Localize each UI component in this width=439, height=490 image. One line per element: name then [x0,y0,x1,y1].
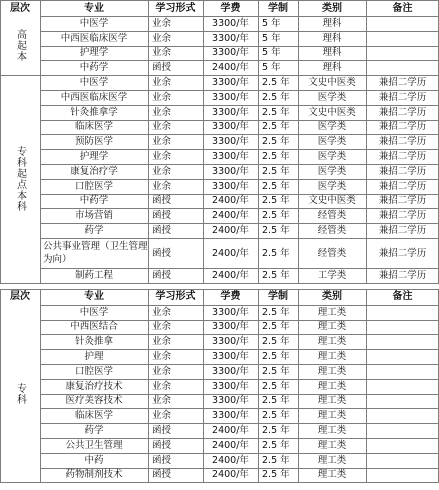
cell-mode: 函授 [152,195,172,207]
grid-line-v [148,305,149,483]
grid-line-v [148,16,149,75]
grid-line-v [298,305,299,483]
grid-line-v [0,16,1,75]
cell-major: 护理学 [79,151,109,163]
cell-note [366,16,439,31]
cell-category: 经管类 [317,247,347,259]
cell-mode: 业余 [152,165,172,177]
cell-duration: 2.5 年 [262,469,290,481]
cell-note: 兼招二学历 [378,195,427,207]
column-header-duration: 学制 [268,2,288,14]
grid-line-v [203,0,204,16]
cell-note [366,305,439,320]
cell-mode: 业余 [152,365,172,377]
cell-major: 中西医结合 [70,321,118,333]
cell-category: 医学类 [317,165,347,177]
cell-fee: 3300/年 [212,77,249,89]
cell-duration: 5 年 [262,17,281,29]
cell-fee: 3300/年 [212,306,249,318]
cell-fee: 3300/年 [212,395,249,407]
column-header-level: 层次 [10,291,30,303]
cell-category: 理工类 [317,410,347,422]
cell-major: 护理 [84,351,104,363]
cell-note: 兼招二学历 [378,210,427,222]
cell-fee: 2400/年 [212,210,249,222]
cell-duration: 2.5 年 [262,247,290,259]
cell-mode: 函授 [152,439,172,451]
cell-duration: 2.5 年 [262,439,290,451]
grid-line-v [0,0,1,16]
cell-category: 理工类 [317,365,347,377]
cell-fee: 3300/年 [212,380,249,392]
cell-fee: 2400/年 [212,425,249,437]
cell-category: 理科 [322,47,342,59]
cell-major: 市场营销 [74,210,113,222]
cell-category: 理工类 [317,425,347,437]
cell-category: 理工类 [317,336,347,348]
cell-mode: 业余 [152,121,172,133]
column-header-major: 专业 [84,2,104,14]
grid-line-v [40,0,41,16]
cell-mode: 业余 [152,151,172,163]
cell-note [366,349,439,364]
column-header-fee: 学费 [220,2,241,14]
cell-mode: 业余 [152,351,172,363]
cell-category: 理科 [322,17,342,29]
cell-duration: 5 年 [262,47,281,59]
column-header-level: 层次 [10,2,30,14]
cell-major: 口腔医学 [74,180,113,192]
cell-duration: 2.5 年 [262,210,290,222]
cell-mode: 业余 [152,77,172,89]
cell-duration: 2.5 年 [262,425,290,437]
cell-major: 预防医学 [74,136,113,148]
cell-mode: 业余 [152,380,172,392]
grid-line-v [0,305,1,483]
cell-fee: 2400/年 [212,439,249,451]
grid-line-v [366,305,367,483]
grid-line-v [366,0,367,16]
cell-fee: 2400/年 [212,195,249,207]
cell-fee: 2400/年 [212,247,249,259]
grid-line-v [203,289,204,305]
cell-fee: 3300/年 [212,47,249,59]
cell-mode: 业余 [152,321,172,333]
grid-line-v [148,75,149,283]
cell-duration: 2.5 年 [262,106,290,118]
cell-category: 理工类 [317,306,347,318]
column-header-note: 备注 [392,291,413,303]
cell-category: 医学类 [317,136,347,148]
cell-category: 理工类 [317,454,347,466]
cell-fee: 2400/年 [212,62,249,74]
grid-line-v [366,289,367,305]
cell-duration: 2.5 年 [262,136,290,148]
cell-mode: 业余 [152,136,172,148]
cell-duration: 2.5 年 [262,91,290,103]
cell-mode: 业余 [152,106,172,118]
cell-mode: 函授 [152,454,172,466]
cell-mode: 业余 [152,410,172,422]
cell-note [366,453,439,468]
grid-line-v [366,75,367,283]
cell-note: 兼招二学历 [378,180,427,192]
cell-category: 理科 [322,62,342,74]
level-cell: 专科 [14,382,26,405]
cell-duration: 2.5 年 [262,77,290,89]
column-header-duration: 学制 [268,291,288,303]
cell-note: 兼招二学历 [378,136,427,148]
cell-major: 中药学 [79,62,109,74]
level-cell: 专科起点本科 [14,145,26,212]
grid-line-v [40,16,41,75]
cell-mode: 业余 [152,47,172,59]
cell-category: 理工类 [317,321,347,333]
cell-major: 中医学 [79,77,109,89]
cell-fee: 3300/年 [212,336,249,348]
cell-major: 口腔医学 [74,365,113,377]
cell-duration: 5 年 [262,32,281,44]
cell-category: 医学类 [317,121,347,133]
cell-major: 药物制剂技术 [65,469,123,481]
grid-line-v [40,75,41,283]
cell-note: 兼招二学历 [378,121,427,133]
grid-line-v [203,75,204,283]
cell-major: 护理学 [79,47,109,59]
cell-major: 中医学 [79,306,109,318]
cell-note: 兼招二学历 [378,151,427,163]
cell-duration: 2.5 年 [262,165,290,177]
grid-line-v [258,0,259,16]
cell-mode: 函授 [152,247,172,259]
cell-duration: 2.5 年 [262,410,290,422]
cell-fee: 3300/年 [212,365,249,377]
cell-note [366,423,439,438]
cell-note: 兼招二学历 [378,106,427,118]
cell-duration: 2.5 年 [262,454,290,466]
cell-major: 针灸推拿学 [70,106,118,118]
cell-fee: 3300/年 [212,17,249,29]
cell-category: 文史中医类 [308,106,356,118]
cell-duration: 2.5 年 [262,225,290,237]
grid-line-v [0,75,1,283]
cell-fee: 2400/年 [212,469,249,481]
cell-major: 中西医临床医学 [60,32,128,44]
grid-line-v [298,0,299,16]
cell-fee: 3300/年 [212,136,249,148]
cell-major: 临床医学 [74,121,113,133]
cell-fee: 3300/年 [212,32,249,44]
cell-note [366,320,439,335]
column-header-note: 备注 [392,2,413,14]
column-header-fee: 学费 [220,291,241,303]
grid-line-v [258,305,259,483]
cell-mode: 业余 [152,395,172,407]
grid-line-v [298,16,299,75]
column-header-category: 类别 [322,291,342,303]
cell-major: 康复治疗学 [70,165,118,177]
cell-duration: 5 年 [262,62,281,74]
cell-mode: 函授 [152,469,172,481]
grid-line-v [148,0,149,16]
cell-mode: 业余 [152,32,172,44]
cell-duration: 2.5 年 [262,121,290,133]
cell-category: 理工类 [317,380,347,392]
cell-note: 兼招二学历 [378,269,427,281]
column-header-mode: 学习形式 [155,291,196,303]
cell-duration: 2.5 年 [262,180,290,192]
cell-duration: 2.5 年 [262,365,290,377]
cell-fee: 3300/年 [212,121,249,133]
cell-mode: 函授 [152,225,172,237]
cell-category: 医学类 [317,91,347,103]
cell-category: 经管类 [317,210,347,222]
cell-major: 针灸推拿 [74,336,113,348]
cell-fee: 2400/年 [212,454,249,466]
cell-fee: 3300/年 [212,91,249,103]
grid-line-h [0,283,439,284]
grid-line-v [0,289,1,305]
grid-line-h [0,482,439,483]
cell-major: 中西医临床医学 [60,91,128,103]
cell-major: 中药 [84,454,104,466]
cell-category: 文史中医类 [308,77,356,89]
cell-note: 兼招二学历 [378,77,427,89]
cell-note [366,408,439,423]
cell-major: 中药学 [79,195,109,207]
cell-major: 公共卫生管理 [65,439,123,451]
cell-note: 兼招二学历 [378,165,427,177]
cell-duration: 2.5 年 [262,269,290,281]
cell-duration: 2.5 年 [262,380,290,392]
cell-note: 兼招二学历 [378,91,427,103]
cell-category: 文史中医类 [308,195,356,207]
cell-category: 工学类 [317,269,347,281]
grid-line-v [258,16,259,75]
cell-category: 理工类 [317,351,347,363]
cell-mode: 函授 [152,425,172,437]
cell-note [366,31,439,46]
grid-line-v [298,289,299,305]
cell-major: 医疗美容技术 [65,395,123,407]
cell-major: 康复治疗技术 [65,380,123,392]
cell-duration: 2.5 年 [262,151,290,163]
cell-mode: 函授 [152,269,172,281]
grid-line-v [203,16,204,75]
cell-major: 药学 [84,225,104,237]
cell-fee: 3300/年 [212,106,249,118]
grid-line-v [258,289,259,305]
cell-category: 医学类 [317,151,347,163]
cell-mode: 业余 [152,17,172,29]
cell-category: 理工类 [317,395,347,407]
cell-duration: 2.5 年 [262,321,290,333]
cell-category: 经管类 [317,225,347,237]
cell-note [366,60,439,75]
cell-note [366,379,439,394]
cell-fee: 3300/年 [212,180,249,192]
grid-line-v [366,16,367,75]
cell-note [366,394,439,409]
grid-line-v [40,289,41,305]
column-header-mode: 学习形式 [155,2,196,14]
cell-mode: 函授 [152,62,172,74]
cell-major: 制药工程 [74,269,113,281]
cell-category: 理科 [322,32,342,44]
grid-line-v [203,305,204,483]
cell-fee: 2400/年 [212,269,249,281]
column-header-major: 专业 [84,291,104,303]
cell-note [366,438,439,453]
cell-duration: 2.5 年 [262,351,290,363]
level-cell: 高起本 [14,29,26,63]
cell-note: 兼招二学历 [378,225,427,237]
grid-line-v [40,305,41,483]
cell-mode: 函授 [152,210,172,222]
cell-major: 临床医学 [74,410,113,422]
grid-line-v [148,289,149,305]
cell-major: 中医学 [79,17,109,29]
cell-category: 理工类 [317,469,347,481]
cell-duration: 2.5 年 [262,395,290,407]
cell-major: 公共事业管理（卫生管理为向） [43,241,148,265]
cell-category: 理工类 [317,439,347,451]
grid-line-v [298,75,299,283]
cell-duration: 2.5 年 [262,336,290,348]
cell-note: 兼招二学历 [378,247,427,259]
cell-note [366,334,439,349]
cell-fee: 3300/年 [212,151,249,163]
cell-fee: 3300/年 [212,410,249,422]
cell-fee: 2400/年 [212,225,249,237]
cell-duration: 2.5 年 [262,306,290,318]
cell-mode: 业余 [152,91,172,103]
cell-mode: 业余 [152,180,172,192]
column-header-category: 类别 [322,2,342,14]
cell-major: 药学 [84,425,104,437]
cell-fee: 3300/年 [212,321,249,333]
cell-category: 医学类 [317,180,347,192]
cell-note [366,468,439,483]
cell-mode: 业余 [152,306,172,318]
grid-line-v [258,75,259,283]
cell-duration: 2.5 年 [262,195,290,207]
cell-fee: 3300/年 [212,165,249,177]
cell-fee: 3300/年 [212,351,249,363]
cell-note [366,46,439,61]
cell-mode: 业余 [152,336,172,348]
cell-note [366,364,439,379]
